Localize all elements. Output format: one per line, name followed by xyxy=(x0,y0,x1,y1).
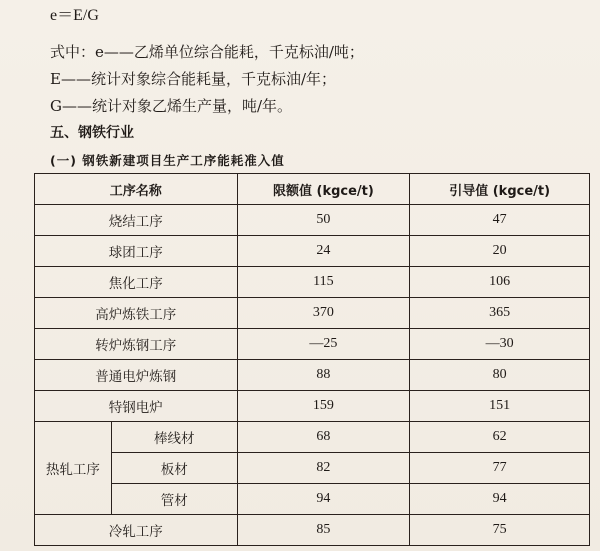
guide-value: 75 xyxy=(410,515,590,546)
guide-value: 62 xyxy=(410,422,590,453)
definition-G: G——统计对象乙烯生产量，吨/年。 xyxy=(50,97,293,115)
table-row xyxy=(35,329,590,360)
limit-value: 85 xyxy=(237,515,410,546)
header-guide-value: 引导值 (kgce/t) xyxy=(410,174,590,205)
limit-value: 50 xyxy=(237,205,410,236)
table-row xyxy=(35,515,590,546)
limit-value: 370 xyxy=(237,298,410,329)
table-row xyxy=(35,453,590,484)
limit-value: 115 xyxy=(237,267,410,298)
guide-value: —30 xyxy=(410,329,590,360)
process-name: 高炉炼铁工序 xyxy=(35,298,238,329)
limit-value: —25 xyxy=(237,329,410,360)
guide-value: 151 xyxy=(410,391,590,422)
process-name: 普通电炉炼钢 xyxy=(35,360,238,391)
table-row xyxy=(35,391,590,422)
limit-value: 94 xyxy=(237,484,410,515)
energy-limit-table xyxy=(34,173,590,546)
process-name: 管材 xyxy=(111,484,237,515)
limit-value: 68 xyxy=(237,422,410,453)
header-process-name: 工序名称 xyxy=(35,174,238,205)
process-name: 冷轧工序 xyxy=(35,515,238,546)
hot-rolling-group-label: 热轧工序 xyxy=(35,422,112,515)
table-row xyxy=(35,484,590,515)
guide-value: 365 xyxy=(410,298,590,329)
guide-value: 47 xyxy=(410,205,590,236)
process-name: 转炉炼钢工序 xyxy=(35,329,238,360)
guide-value: 80 xyxy=(410,360,590,391)
table-row xyxy=(35,422,590,453)
process-name: 烧结工序 xyxy=(35,205,238,236)
definition-E: E——统计对象综合能耗量，千克标油/年； xyxy=(50,70,337,88)
table-row xyxy=(35,205,590,236)
guide-value: 106 xyxy=(410,267,590,298)
process-name: 特钢电炉 xyxy=(35,391,238,422)
table-caption: (一) 钢铁新建项目生产工序能耗准入值 xyxy=(50,153,285,168)
process-name: 棒线材 xyxy=(111,422,237,453)
process-name: 焦化工序 xyxy=(35,267,238,298)
limit-value: 82 xyxy=(237,453,410,484)
table-row xyxy=(35,298,590,329)
header-limit-value: 限额值 (kgce/t) xyxy=(237,174,410,205)
limit-value: 88 xyxy=(237,360,410,391)
process-name: 球团工序 xyxy=(35,236,238,267)
process-name: 板材 xyxy=(111,453,237,484)
table-row xyxy=(35,360,590,391)
definition-e: 式中：e——乙烯单位综合能耗，千克标油/吨； xyxy=(50,43,364,61)
table-row xyxy=(35,236,590,267)
table-header-row xyxy=(35,174,590,205)
guide-value: 94 xyxy=(410,484,590,515)
formula-line: e＝E/G xyxy=(50,7,99,24)
guide-value: 20 xyxy=(410,236,590,267)
guide-value: 77 xyxy=(410,453,590,484)
section-heading: 五、钢铁行业 xyxy=(50,125,134,141)
limit-value: 24 xyxy=(237,236,410,267)
table-row xyxy=(35,267,590,298)
limit-value: 159 xyxy=(237,391,410,422)
